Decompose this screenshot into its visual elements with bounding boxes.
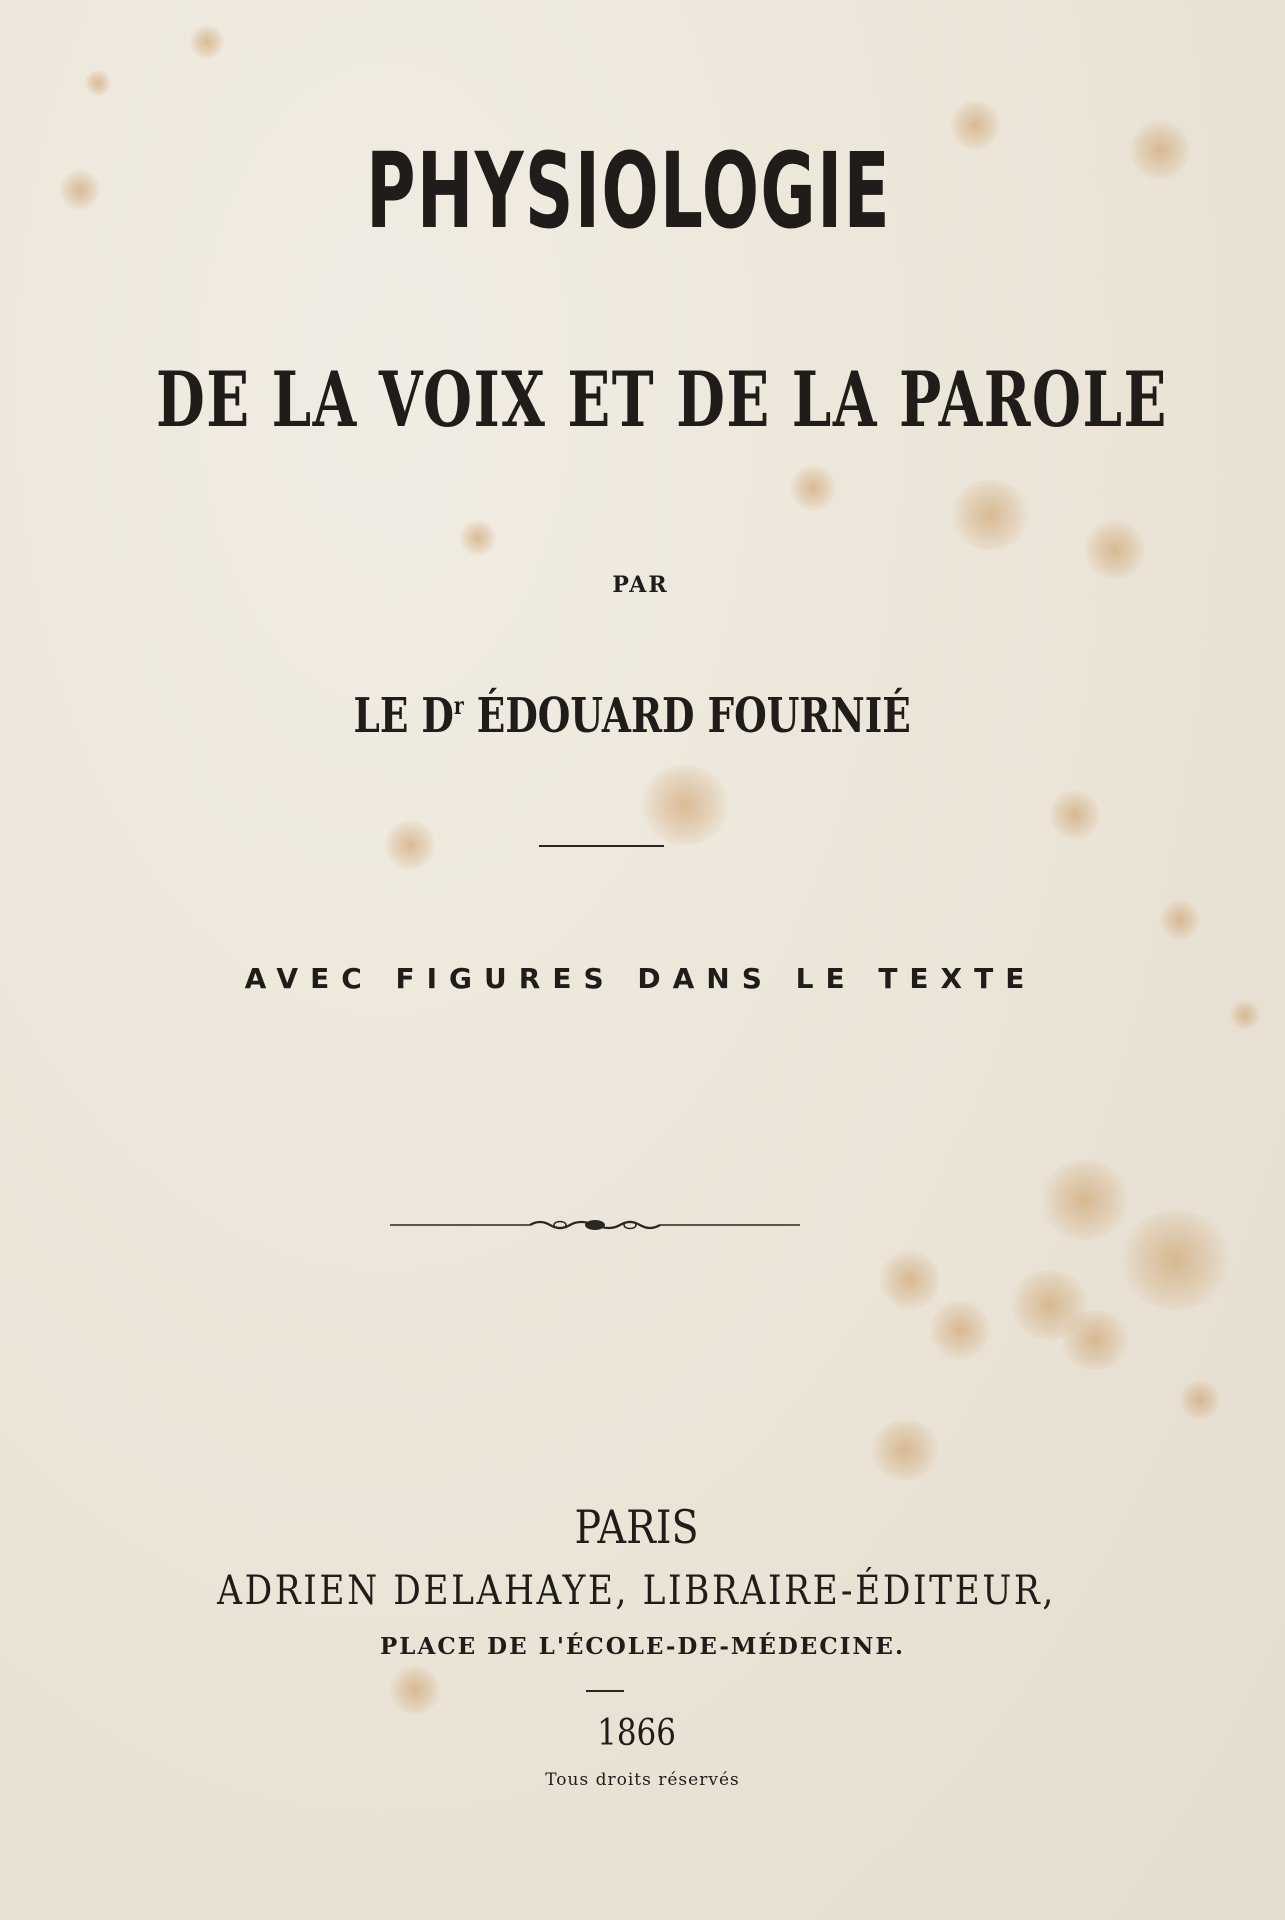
- book-subtitle: DE LA VOIX ET DE LA PAROLE: [156, 355, 1168, 444]
- by-label: PAR: [612, 572, 669, 598]
- stain: [640, 765, 730, 845]
- stain: [385, 820, 435, 870]
- stain: [460, 520, 496, 556]
- imprint-address: PLACE DE L'ÉCOLE-DE-MÉDECINE.: [380, 1633, 905, 1660]
- stain: [1060, 1310, 1130, 1370]
- divider-rule: [539, 845, 664, 847]
- imprint-year: 1866: [597, 1713, 676, 1754]
- stain: [1130, 120, 1190, 180]
- stain: [790, 465, 836, 511]
- ornamental-rule: [390, 1210, 800, 1240]
- imprint-city: PARIS: [574, 1500, 699, 1554]
- stain: [1160, 900, 1200, 940]
- stain: [1085, 520, 1145, 580]
- author-name: ÉDOUARD FOURNIÉ: [463, 688, 911, 744]
- rights-notice: Tous droits réservés: [545, 1770, 740, 1790]
- imprint-publisher: ADRIEN DELAHAYE, LIBRAIRE-ÉDITEUR,: [217, 1568, 1056, 1614]
- book-title: PHYSIOLOGIE: [366, 130, 892, 252]
- stain: [1040, 1160, 1130, 1240]
- stain: [880, 1250, 940, 1310]
- stain: [190, 25, 224, 59]
- stain: [1230, 1000, 1260, 1030]
- stain: [390, 1665, 440, 1715]
- stain: [1180, 1380, 1220, 1420]
- stain: [950, 480, 1030, 550]
- stain: [1050, 790, 1100, 840]
- stain: [60, 170, 100, 210]
- stain: [870, 1420, 940, 1480]
- stain: [85, 70, 111, 96]
- illustrations-note: AVEC FIGURES DANS LE TEXTE: [244, 962, 1037, 995]
- stain: [930, 1300, 990, 1360]
- stain: [1120, 1210, 1230, 1310]
- author-prefix: LE D: [353, 688, 454, 744]
- author-line: [131, 688, 1133, 744]
- year-rule: [586, 1690, 624, 1692]
- author-superscript: r: [453, 691, 464, 720]
